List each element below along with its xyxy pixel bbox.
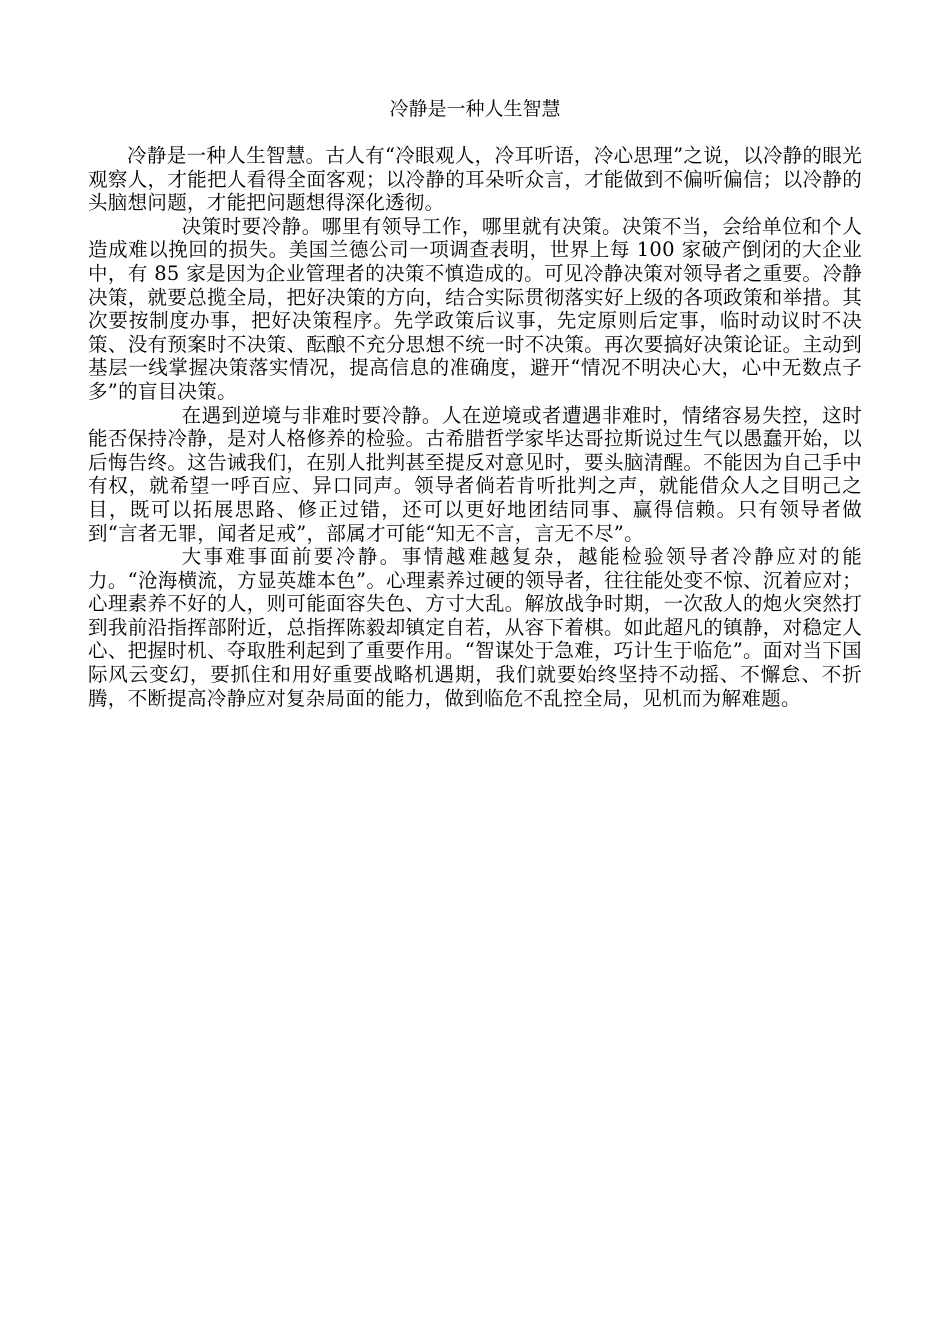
paragraph-adversity: 在遇到逆境与非难时要冷静。人在逆境或者遭遇非难时，情绪容易失控，这时能否保持冷静，是对人格修养的检验。古希腊哲学家毕达哥拉斯说过生气以愚蠢开始，以后悔告终。这告诫我们，在别人批判甚至提反对意见时，要头脑清醒。不能因为自己手中有权，就希望一呼百应、异口同声。领导者倘若肯听批判之声，就能借众人之目明己之目，既可以拓展思路、修正过错，还可以更好地团结同事、赢得信赖。只有领导者做到“言者无罪，闻者足戒”，部属才可能“知无不言，言无不尽”。	[88, 403, 862, 545]
paragraph-decision: 决策时要冷静。哪里有领导工作，哪里就有决策。决策不当，会给单位和个人造成难以挽回的损失。美国兰德公司一项调查表明，世界上每 100 家破产倒闭的大企业中，有 85 家是因为企业管理者的决策不慎造成的。可见冷静决策对领导者之重要。冷静决策，就要总揽全局，把好决策的方向，结合实际贯彻落实好上级的各项政策和举措。其次要按制度办事，把好决策程序。先学政策后议事，先定原则后定事，临时动议时不决策、没有预案时不决策、酝酿不充分思想不统一时不决策。再次要搞好决策论证。主动到基层一线掌握决策落实情况，提高信息的准确度，避开“情况不明决心大，心中无数点子多”的盲目决策。	[88, 214, 862, 403]
document-page	[88, 96, 862, 710]
document-title: 冷静是一种人生智慧	[389, 98, 561, 120]
paragraph-intro: 冷静是一种人生智慧。古人有“冷眼观人，冷耳听语，冷心思理”之说，以冷静的眼光观察人，才能把人看得全面客观；以冷静的耳朵听众言，才能做到不偏听偏信；以冷静的头脑想问题，才能把问题想得深化透彻。	[88, 144, 862, 215]
paragraph-difficulty: 大事难事面前要冷静。事情越难越复杂，越能检验领导者冷静应对的能力。“沧海横流，方显英雄本色”。心理素养过硬的领导者，往往能处变不惊、沉着应对；心理素养不好的人，则可能面容失色、方寸大乱。解放战争时期，一次敌人的炮火突然打到我前沿指挥部附近，总指挥陈毅却镇定自若，从容下着棋。如此超凡的镇静，对稳定人心、把握时机、夺取胜利起到了重要作用。“智谋处于急难，巧计生于临危”。面对当下国际风云变幻，要抓住和用好重要战略机遇期，我们就要始终坚持不动摇、不懈怠、不折腾，不断提高冷静应对复杂局面的能力，做到临危不乱控全局，见机而为解难题。	[88, 545, 862, 710]
